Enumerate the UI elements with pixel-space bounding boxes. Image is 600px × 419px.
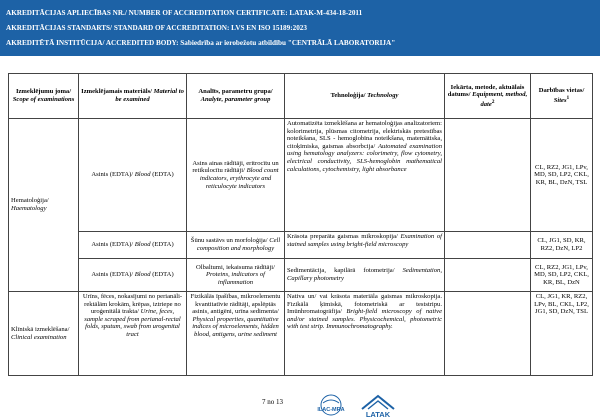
page-footer xyxy=(0,394,600,419)
svg-text:ILAC-MRA: ILAC-MRA xyxy=(317,407,345,413)
material-cell: Asinis (EDTA)/ Blood (EDTA) xyxy=(79,259,187,292)
equipment-cell xyxy=(445,119,531,232)
analyte-cell: Olbaltumi, iekaisuma rādītāji/ Proteins, indicators of inflammation xyxy=(187,259,285,292)
sites-cell: CL, RZ2, JG1, LPv, MD, SD, LP2, CKL, KR, BL, DzN xyxy=(531,259,593,292)
accreditation-scope-table xyxy=(8,73,593,376)
technology-cell: Sedimentācija, kapilārā fotometrija/ Sedimentation, Capillary photometry xyxy=(285,259,445,292)
header-band xyxy=(0,0,600,56)
material-cell: Urīns, fēces, nokasījumi no perianāli-rektālām krokām, krēpas, iztriepe no uroģenitālā trakta/ Urine, feces, sample scraped from perianal-rectal folds, sputum, swab from urogenital tract xyxy=(79,292,187,376)
col-header-analyte: Analīts, parametru grupa/ Analyte, parameter group xyxy=(187,74,285,119)
col-header-field: Izmeklējumu joma/ Scope of examinations xyxy=(9,74,79,119)
page-number: 7 no 13 xyxy=(262,398,283,406)
equipment-cell xyxy=(445,232,531,259)
header-standard-line: AKREDITĀCIJAS STANDARTS/ STANDARD OF ACCREDITATION: LVS EN ISO 15189:2023 xyxy=(6,24,307,32)
material-cell: Asinis (EDTA)/ Blood (EDTA) xyxy=(79,119,187,232)
sites-cell: CL, JG1, KR, RZ2, LPv, BL, CKL, LP2, JG1, SD, DzN, TSL xyxy=(531,292,593,376)
header-certificate-line: AKREDITĀCIJAS APLIECĪBAS NR./ NUMBER OF ACCREDITATION CERTIFICATE: LATAK-M-434-18-2011 xyxy=(6,9,363,17)
sites-cell: CL, RZ2, JG1, LPv, MD, SD, LP2, CKL, KR, BL, DzN, TSL xyxy=(531,119,593,232)
col-header-material: Izmeklējamais materiāls/ Material to be examined xyxy=(79,74,187,119)
field-cell-haematology: Hematoloģija/ Haematology xyxy=(9,119,79,292)
sites-cell: CL, JG1, SD, KR, RZ2, DzN, LP2 xyxy=(531,232,593,259)
technology-cell: Krāsota preparāta gaismas mikroskopija/ Examination of stained samples using bright-field microscopy xyxy=(285,232,445,259)
table-row xyxy=(9,259,593,292)
col-header-sites: Darbības vietas/ Sites$^1$ xyxy=(531,74,593,119)
analyte-cell: Šūnu sastāvs un morfoloģija/ Cell composition and morphology xyxy=(187,232,285,259)
equipment-cell xyxy=(445,292,531,376)
material-cell: Asinis (EDTA)/ Blood (EDTA) xyxy=(79,232,187,259)
equipment-cell xyxy=(445,259,531,292)
header-body-line: AKREDITĒTĀ INSTITŪCIJA/ ACCREDITED BODY: Sabiedrība ar ierobežotu atbildību "CENTRĀLĀ LABORATORIJA" xyxy=(6,39,396,47)
technology-cell: Nativa un/ vai krāsota materiāla gaismas mikroskopija. Fizikālā ķīmiskā, fotometriskā ar teststripu. Imūnhromatogrāfija/ Bright-field microscopy of native and/or stained samples. Physicochemical, photometric with test strip. Immunochromatography. xyxy=(285,292,445,376)
col-header-technology: Tehnoloģija/ Technology xyxy=(285,74,445,119)
table-row xyxy=(9,292,593,376)
table-row xyxy=(9,232,593,259)
svg-text:LATAK: LATAK xyxy=(365,410,391,418)
table-row xyxy=(9,119,593,232)
col-header-equipment: Iekārta, metode, aktuālais datums/ Equipment, method, date$^2$ xyxy=(445,74,531,119)
analyte-cell: Fizikālās īpašības, mikroelementu kvantitatīvie rādītāji, apslēptās asinis, antigēni, urīna sedimenta/ Physical properties, quantitative indices of microelements, hidden blood, antigens, urine sediment xyxy=(187,292,285,376)
latak-logo xyxy=(356,394,400,418)
technology-cell: Automatizēta izmeklēšana ar hematoloģijas analizatoriem: kolorimetrija, plūsmas citometrija, elektriskās pretestības noteikšana, SLS - hemoglobīna noteikšana, matemātiska, citoķīmiska, gaismas absorbcija/ Automated examination using hematology analyzers: colorimetry, flow cytometry, electrical conductivity, SLS-hemoglobin mathematical calculations, cytochemistry, light absorbance xyxy=(285,119,445,232)
field-cell-clinical: Klīniskā izmeklēšana/ Clinical examination xyxy=(9,292,79,376)
analyte-cell: Asins ainas rādītāji, eritrocītu un retikulocītu rādītāji/ Blood count indicators, erythrocyte and reticulocyte indicators xyxy=(187,119,285,232)
table-header-row xyxy=(9,74,593,119)
ilac-mra-logo xyxy=(314,394,348,418)
